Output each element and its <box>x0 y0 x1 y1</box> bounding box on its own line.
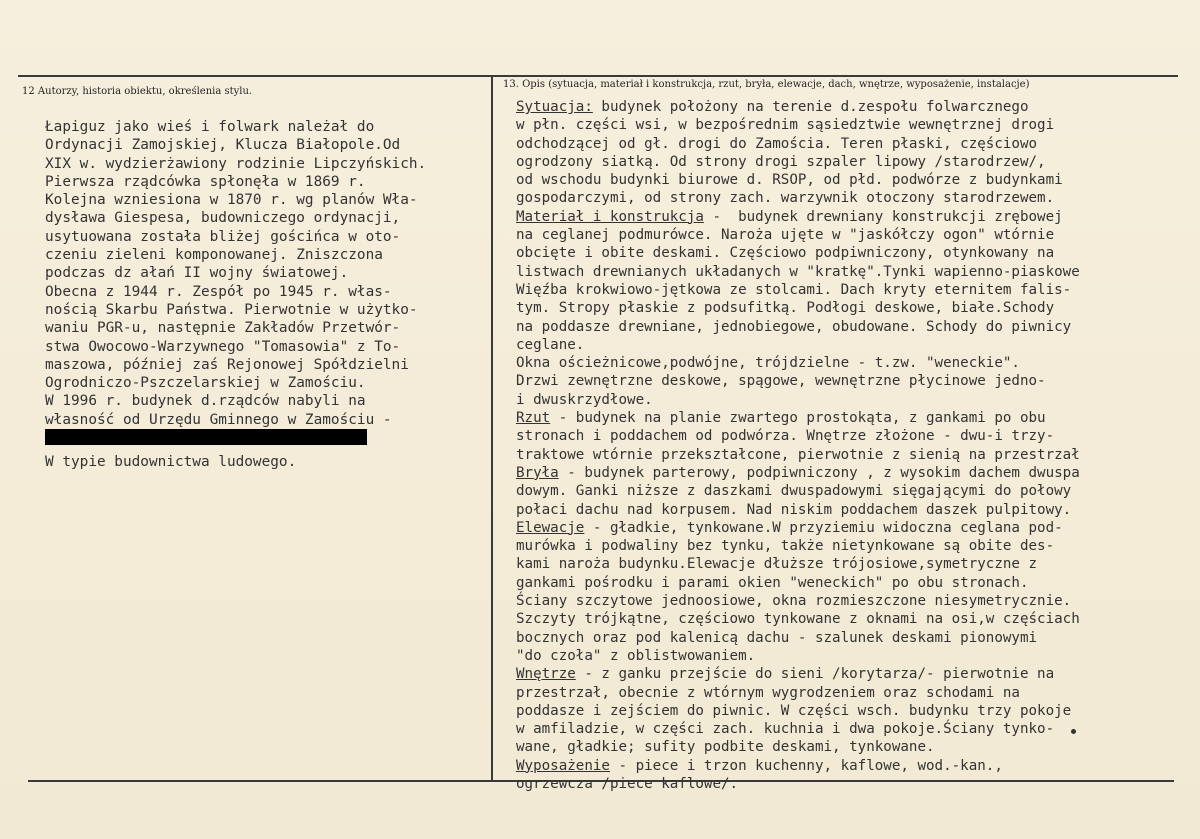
description-line <box>516 153 1196 171</box>
column-divider <box>491 75 493 782</box>
history-line: Ordynacji Zamojskiej, Klucza Białopole.Od <box>45 137 401 154</box>
description-text: ogrzewcza /piece kaflowe/. <box>516 775 739 792</box>
description-line <box>516 684 1196 702</box>
description-line <box>516 738 1196 756</box>
description-text: Drzwi zewnętrzne deskowe, spągowe, wewnętrzne płycinowe jedno- <box>516 373 1046 390</box>
description-line <box>516 281 1196 299</box>
description-line <box>516 537 1196 555</box>
description-line <box>516 592 1196 610</box>
description-line <box>516 757 1196 775</box>
description-text: przestrzał, obecnie z wtórnym wygrodzeniem oraz schodami na <box>516 684 1020 701</box>
description-text: - budynek na planie zwartego prostokąta, z gankami po obu <box>550 410 1046 427</box>
top-rule <box>18 75 1178 77</box>
description-line <box>516 482 1196 500</box>
history-line: Ogrodniczo-Pszczelarskiej w Zamościu. <box>45 375 366 392</box>
description-text: ceglane. <box>516 336 585 353</box>
history-line: dysława Giespesa, budowniczego ordynacji, <box>45 210 401 227</box>
description-text: bocznych oraz pod kalenicą dachu - szalunek deskami pionowymi <box>516 629 1038 646</box>
description-line <box>516 427 1196 445</box>
description-text: - budynek parterowy, podpiwniczony , z wysokim dachem dwuspa <box>558 464 1080 481</box>
description-line <box>516 629 1196 647</box>
section-label: Rzut <box>516 410 551 427</box>
history-line: Obecna z 1944 r. Zespół po 1945 r. włas- <box>45 283 392 300</box>
left-section-header: 12 Autorzy, historia obiektu, określenia stylu. <box>22 86 253 97</box>
description-line <box>516 372 1196 390</box>
description-text: od wschodu budynki biurowe d. RSOP, od płd. podwórze z budynkami <box>516 172 1063 189</box>
history-line: nością Skarbu Państwa. Pierwotnie w użytko- <box>45 301 418 318</box>
section-label: Materiał i konstrukcja <box>516 208 704 225</box>
description-text: odchodzącej od gł. drogi do Zamościa. Teren płaski, częściowo <box>516 135 1038 152</box>
section-label: Sytuacja: <box>516 99 593 115</box>
description-text: kami naroża budynku.Elewacje dłuższe trójosiowe,symetryczne z <box>516 556 1038 573</box>
description-text: i dwuskrzydłowe. <box>516 391 653 408</box>
description-text: listwach drewnianych układanych w "kratkę".Tynki wapienno-piaskowe <box>516 263 1080 280</box>
description-line <box>516 647 1196 665</box>
description-text: tym. Stropy płaskie z podsufitką. Podłogi deskowe, białe.Schody <box>516 300 1055 317</box>
history-text-column <box>45 118 485 472</box>
description-line <box>516 519 1196 537</box>
description-line <box>516 98 1196 116</box>
history-line: usytuowana została bliżej gościńca w oto- <box>45 228 401 245</box>
description-text: gankami pośrodku i parami okien "weneckich" po obu stronach. <box>516 574 1029 591</box>
description-line <box>516 318 1196 336</box>
description-text: - piece i trzon kuchenny, kaflowe, wod.-kan., <box>609 757 1003 774</box>
description-line <box>516 702 1196 720</box>
description-line <box>516 446 1196 464</box>
description-line <box>516 226 1196 244</box>
description-line <box>516 336 1196 354</box>
description-text: traktowe wtórnie przekształcone, pierwotnie z sienią na przestrzał <box>516 446 1080 463</box>
style-statement: W typie budownictwa ludowego. <box>45 454 297 471</box>
redaction-bar <box>45 429 367 445</box>
description-text: budynek położony na terenie d.zespołu folwarcznego <box>592 99 1029 115</box>
description-text: obcięte i obite deskami. Częściowo podpiwniczony, otynkowany na <box>516 245 1055 262</box>
description-text: na poddasze drewniane, jednobiegowe, obudowane. Schody do piwnicy <box>516 318 1072 335</box>
description-text: połaci dachu nad korpusem. Nad niskim poddachem daszek pulpitowy. <box>516 501 1072 518</box>
description-line <box>516 135 1196 153</box>
description-text: Szczyty trójkątne, częściowo tynkowane z oknami na osi,w częściach <box>516 611 1080 628</box>
description-text: - z ganku przejście do sieni /korytarza/- pierwotnie na <box>575 666 1055 683</box>
description-line <box>516 244 1196 262</box>
description-line <box>516 775 1196 793</box>
description-text: - budynek drewniany konstrukcji zrębowej <box>703 208 1063 225</box>
description-line <box>516 354 1196 372</box>
description-text: Ściany szczytowe jednoosiowe, okna rozmieszczone niesymetrycznie. <box>516 593 1072 610</box>
description-line <box>516 501 1196 519</box>
right-section-header: 13. Opis (sytuacja, materiał i konstrukcja, rzut, bryła, elewacje, dach, wnętrze, wyposażenie, instalacje) <box>503 79 1030 90</box>
description-line <box>516 263 1196 281</box>
description-line <box>516 391 1196 409</box>
description-text: na ceglanej podmurówce. Naroża ujęte w "jaskółczy ogon" wtórnie <box>516 227 1055 244</box>
description-line <box>516 208 1196 226</box>
description-line <box>516 189 1196 207</box>
ink-dot <box>1071 729 1076 734</box>
description-line <box>516 171 1196 189</box>
description-line <box>516 665 1196 683</box>
description-text: "do czoła" z oblistwowaniem. <box>516 647 756 664</box>
description-text: w płn. części wsi, w bezpośrednim sąsiedztwie wewnętrznej drogi <box>516 117 1055 134</box>
history-line: waniu PGR-u, następnie Zakładów Przetwór- <box>45 320 401 337</box>
history-line: podczas dz ałań II wojny światowej. <box>45 265 349 282</box>
history-line: XIX w. wydzierżawiony rodzinie Lipczyńskich. <box>45 155 427 172</box>
redacted-line <box>45 429 485 447</box>
history-line: W 1996 r. budynek d.rządców nabyli na <box>45 393 366 410</box>
section-label: Elewacje <box>516 519 585 536</box>
history-line: czeniu zieleni komponowanej. Zniszczona <box>45 247 383 264</box>
description-text: poddasze i zejściem do piwnic. W części wsch. budynku trzy pokoje <box>516 702 1072 719</box>
section-label: Bryła <box>516 464 559 481</box>
history-line: Łapiguz jako wieś i folwark należał do <box>45 119 375 135</box>
description-text: stronach i poddachem od podwórza. Wnętrze złożone - dwu-i trzy- <box>516 428 1055 445</box>
description-line <box>516 610 1196 628</box>
description-text: Okna ościeżnicowe,podwójne, trójdzielne - t.zw. "weneckie". <box>516 355 1020 372</box>
description-text: murówka i podwaliny bez tynku, także nietynkowane są obite des- <box>516 538 1055 555</box>
description-line <box>516 409 1196 427</box>
description-line <box>516 299 1196 317</box>
description-text: ogrodzony siatką. Od strony drogi szpaler lipowy /starodrzew/, <box>516 153 1046 170</box>
history-line: stwa Owocowo-Warzywnego "Tomasowia" z To- <box>45 338 401 355</box>
history-line: Kolejna wzniesiona w 1870 r. wg planów Wła- <box>45 192 418 209</box>
history-line: Pierwsza rządcówka spłonęła w 1869 r. <box>45 173 366 190</box>
history-line: maszowa, później zaś Rejonowej Spółdzielni <box>45 356 409 373</box>
description-text: w amfiladzie, w części zach. kuchnia i dwa pokoje.Ściany tynko- <box>516 721 1055 738</box>
description-line <box>516 555 1196 573</box>
description-text: Więźba krokwiowo-jętkowa ze stolcami. Dach kryty eternitem falis- <box>516 281 1072 298</box>
section-label: Wnętrze <box>516 666 576 683</box>
description-text: dowym. Ganki niższe z daszkami dwuspadowymi sięgającymi do połowy <box>516 483 1072 500</box>
history-line: własność od Urzędu Gminnego w Zamościu - <box>45 411 392 428</box>
description-text-column <box>516 98 1196 793</box>
description-line <box>516 574 1196 592</box>
section-label: Wyposażenie <box>516 757 610 774</box>
description-line <box>516 464 1196 482</box>
description-text: - gładkie, tynkowane.W przyziemiu widoczna ceglana pod- <box>584 519 1063 536</box>
description-line <box>516 116 1196 134</box>
description-line <box>516 720 1196 738</box>
description-text: gospodarczymi, od strony zach. warzywnik otoczony starodrzewem. <box>516 190 1055 207</box>
description-text: wane, gładkie; sufity podbite deskami, tynkowane. <box>516 739 935 756</box>
